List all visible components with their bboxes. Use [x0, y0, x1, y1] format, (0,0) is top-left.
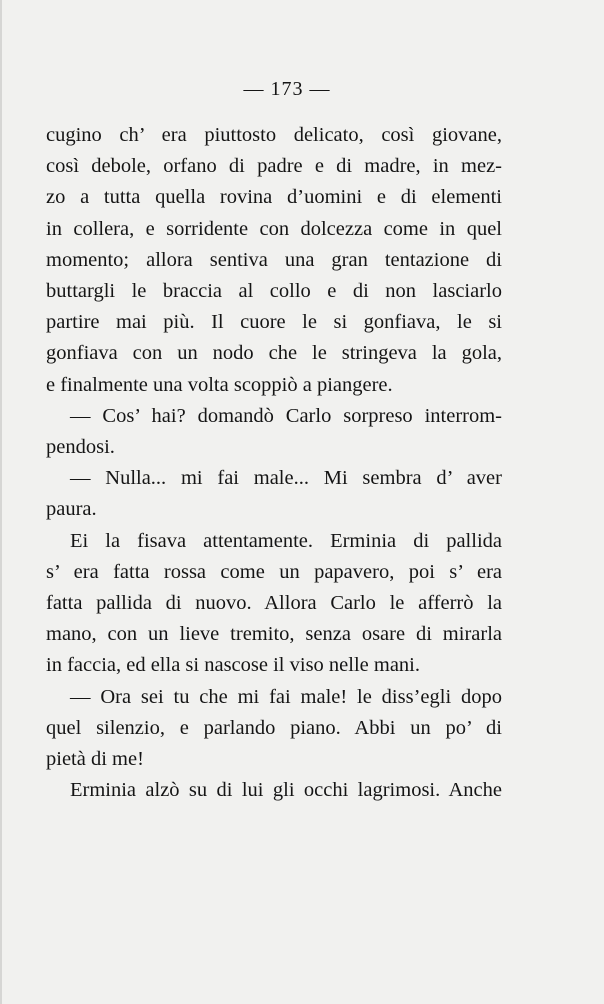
- text-line: paura.: [46, 498, 97, 521]
- page-number: — 173 —: [243, 78, 331, 100]
- text-line: in faccia, ed ella si nascose il viso nelle mani.: [46, 654, 420, 677]
- text-line: Ei la fisava attentamente. Erminia di pallida: [70, 529, 502, 552]
- text-line: fatta pallida di nuovo. Allora Carlo le afferrò la: [46, 592, 502, 615]
- text-line: gonfiava con un nodo che le stringeva la gola,: [46, 342, 502, 365]
- text-line: — Nulla... mi fai male... Mi sembra d’ aver: [70, 467, 502, 490]
- paragraph-3: [46, 463, 502, 525]
- text-line: partire mai più. Il cuore le si gonfiava, le si: [46, 311, 502, 334]
- text-line: momento; allora sentiva una gran tentazione di: [46, 248, 502, 271]
- paragraph-5: [46, 682, 502, 776]
- text-line: mano, con un lieve tremito, senza osare di mirarla: [46, 623, 502, 646]
- text-line: Erminia alzò su di lui gli occhi lagrimosi. Anche: [70, 779, 502, 802]
- text-line: cugino ch’ era piuttosto delicato, così giovane,: [46, 124, 502, 146]
- text-line: pietà di me!: [46, 748, 144, 771]
- book-page: [46, 74, 502, 806]
- text-line: zo a tutta quella rovina d’uomini e di elementi: [46, 186, 502, 209]
- text-line: pendosi.: [46, 436, 115, 459]
- paragraph-4: [46, 526, 502, 682]
- text-line: così debole, orfano di padre e di madre, in mez-: [46, 155, 502, 178]
- text-line: — Ora sei tu che mi fai male! le diss’egli dopo: [70, 685, 502, 708]
- text-line: in collera, e sorridente con dolcezza come in quel: [46, 217, 502, 240]
- text-line: quel silenzio, e parlando piano. Abbi un po’ di: [46, 716, 502, 739]
- text-line: — Cos’ hai? domandò Carlo sorpreso interrom-: [70, 404, 502, 427]
- paragraph-2: [46, 401, 502, 463]
- text-line: s’ era fatta rossa come un papavero, poi s’ era: [46, 560, 502, 583]
- text-line: e finalmente una volta scoppiò a piangere.: [46, 373, 393, 396]
- paragraph-6: [46, 775, 502, 806]
- paragraph-1: [46, 120, 502, 401]
- text-line: buttargli le braccia al collo e di non lasciarlo: [46, 280, 502, 303]
